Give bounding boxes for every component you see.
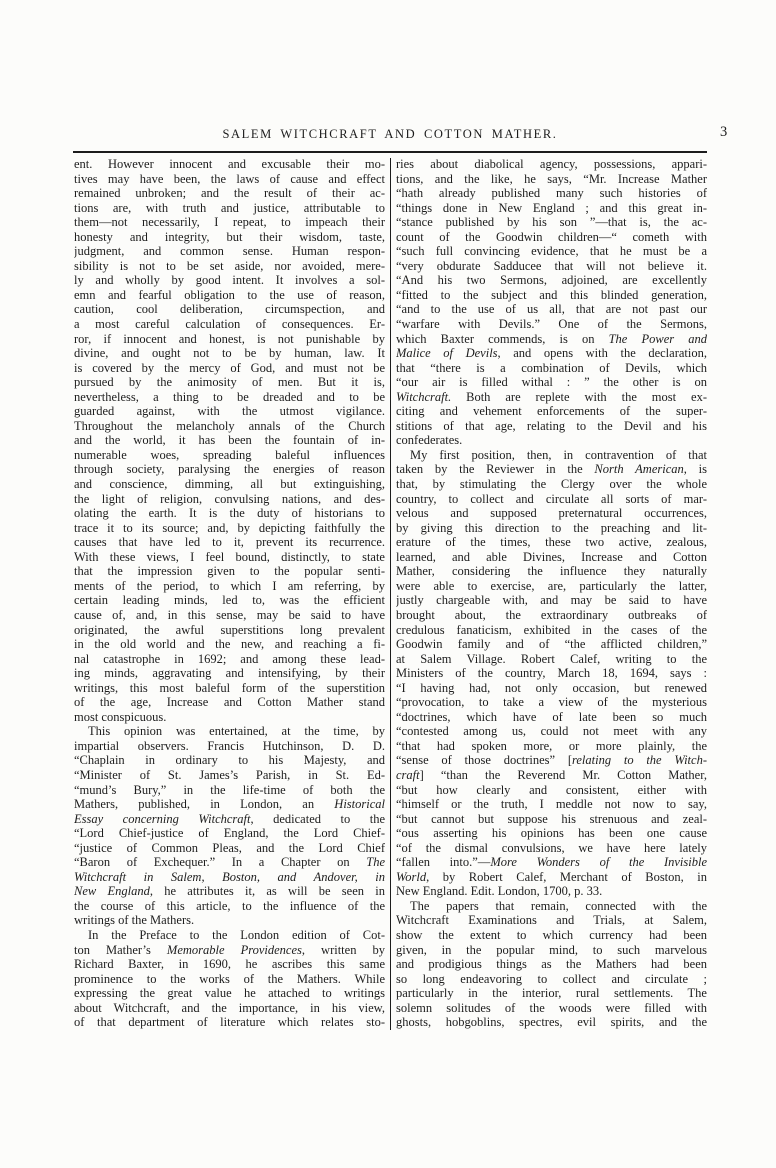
text-line: “fitted to the subject and this blinded generation, bbox=[396, 287, 707, 302]
text-line: of that department of literature which relates sto- bbox=[74, 1015, 385, 1030]
text-line: guarded against, with the utmost vigilance. bbox=[74, 404, 385, 419]
text-line: tions are, with truth and justice, attributable to bbox=[74, 200, 385, 215]
header-rule bbox=[73, 151, 707, 153]
text-line: The papers that remain, connected with the bbox=[410, 898, 707, 913]
text-line: brought about, the extraordinary outbreaks of bbox=[396, 607, 707, 622]
left-column bbox=[74, 157, 385, 1030]
text-line: most conspicuous. bbox=[74, 709, 167, 724]
text-line: that the impression given to the popular senti- bbox=[74, 564, 385, 579]
text-line: confederates. bbox=[396, 433, 463, 448]
text-line: through society, paralysing the energies of reason bbox=[74, 462, 385, 477]
text-line: impartial observers. Francis Hutchinson, D. D. bbox=[74, 738, 385, 753]
text-line: prominence to the works of the Mathers. While bbox=[74, 971, 385, 986]
text-line: ror, if innocent and honest, is not punishable by bbox=[74, 331, 385, 346]
page-number: 3 bbox=[720, 124, 728, 140]
text-line: This opinion was entertained, at the time, by bbox=[88, 724, 385, 739]
text-line: “very obdurate Sadducee that will not believe it. bbox=[396, 258, 707, 273]
text-line: Malice of Devils, and opens with the declaration, bbox=[396, 346, 707, 361]
text-line: that, by stimulating the Clergy over the whole bbox=[396, 477, 707, 492]
text-line: “provocation, to take a view of the mysterious bbox=[396, 695, 707, 710]
text-line: “Baron of Exchequer.” In a Chapter on The bbox=[74, 855, 385, 870]
text-line: “ous asserting his opinions has been one cause bbox=[396, 826, 707, 841]
text-line: velous and supposed preternatural occurrences, bbox=[396, 506, 707, 521]
text-columns bbox=[74, 157, 707, 1030]
text-line: about Witchcraft, and the importance, in his view, bbox=[74, 1000, 385, 1015]
text-line: Witchcraft Examinations and Trials, at Salem, bbox=[396, 913, 707, 928]
text-line: “things done in New England ; and this great in- bbox=[396, 200, 707, 215]
text-line: were able to exercise, are, particularly the latter, bbox=[396, 578, 707, 593]
text-line: remained unbroken; and the result of their ac- bbox=[74, 186, 385, 201]
text-line: tions, and the like, he says, “Mr. Increase Mather bbox=[396, 171, 707, 186]
text-line: so long endeavoring to collect and circulate ; bbox=[396, 971, 707, 986]
text-line: “sense of those doctrines” [relating to the Witch- bbox=[396, 753, 707, 768]
text-line: numerable woes, spreading baleful influences bbox=[74, 447, 385, 462]
text-line: “mund’s Bury,” in the life-time of both the bbox=[74, 782, 385, 797]
text-line: New England, he attributes it, as will be seen in bbox=[74, 884, 385, 899]
text-line: learned, and able Divines, Increase and Cotton bbox=[396, 549, 707, 564]
text-line: cause of, and, in this sense, may be said to have bbox=[74, 607, 385, 622]
text-line: Mathers, published, in London, an Historical bbox=[74, 797, 385, 812]
text-line: that “there is a combination of Devils, which bbox=[396, 360, 707, 375]
text-line: Richard Baxter, in 1690, he ascribes this same bbox=[74, 957, 385, 972]
text-line: “himself or the truth, I meddle not now to say, bbox=[396, 797, 707, 812]
text-line: ent. However innocent and excusable their mo- bbox=[74, 157, 385, 171]
text-line: ly and wholly by good intent. It involves a sol- bbox=[74, 273, 385, 288]
text-line: Ministers of the country, March 18, 1694, says : bbox=[396, 666, 707, 681]
text-line: New England. Edit. London, 1700, p. 33. bbox=[396, 884, 603, 899]
text-line: the course of this article, to the influence of the bbox=[74, 898, 385, 913]
text-line: “Chaplain in ordinary to his Majesty, and bbox=[74, 753, 385, 768]
text-line: nevertheless, a thing to be dreaded and to be bbox=[74, 389, 385, 404]
text-line: “warfare with Devils.” One of the Sermons, bbox=[396, 317, 707, 332]
text-line: count of the Goodwin children—“ cometh with bbox=[396, 229, 707, 244]
text-line: “contested among us, could not meet with any bbox=[396, 724, 707, 739]
text-line: emn and fearful obligation to the use of reason, bbox=[74, 287, 385, 302]
text-line: pursued by the animosity of men. But it is, bbox=[74, 375, 385, 390]
text-line: “such full convincing evidence, that he must be a bbox=[396, 244, 707, 259]
text-line: given, in the popular mind, to such marvelous bbox=[396, 942, 707, 957]
text-line: “that had spoken more, or more plainly, the bbox=[396, 738, 707, 753]
text-line: judgment, and common sense. Human respon- bbox=[74, 244, 385, 259]
text-line: taken by the Reviewer in the North American, is bbox=[396, 462, 707, 477]
text-line: craft] “than the Reverend Mr. Cotton Mather, bbox=[396, 767, 707, 782]
right-column bbox=[396, 157, 707, 1030]
text-line: at Salem Village. Robert Calef, writing to the bbox=[396, 651, 707, 666]
text-line: tives may have been, the laws of cause and effect bbox=[74, 171, 385, 186]
text-line: them—not necessarily, I repeat, to impeach their bbox=[74, 215, 385, 230]
text-line: nal catastrophe in 1692; and among these lead- bbox=[74, 651, 385, 666]
text-line: country, to collect and circulate all sorts of mar- bbox=[396, 491, 707, 506]
text-line: causes that have led to it, prevent its recurrence. bbox=[74, 535, 385, 550]
running-header-title: SALEM WITCHCRAFT AND COTTON MATHER. bbox=[222, 127, 558, 141]
text-line: is covered by the mercy of God, and must not be bbox=[74, 360, 385, 375]
text-line: ries about diabolical agency, possessions, appari- bbox=[396, 157, 707, 171]
text-line: trace it to its source; and, by depicting faithfully the bbox=[74, 520, 385, 535]
text-line: Witchcraft. Both are replete with the most ex- bbox=[396, 389, 707, 404]
text-line: writings of the Mathers. bbox=[74, 913, 195, 928]
text-line: “and to the use of us all, that are not past our bbox=[396, 302, 707, 317]
text-line: citing and vehement enforcements of the super- bbox=[396, 404, 707, 419]
text-line: “Lord Chief-justice of England, the Lord Chief- bbox=[74, 826, 385, 841]
text-line: the light of religion, convulsing nations, and des- bbox=[74, 491, 385, 506]
text-line: divine, and ought not to be by human, law. It bbox=[74, 346, 385, 361]
text-line: “Minister of St. James’s Parish, in St. Ed- bbox=[74, 767, 385, 782]
text-line: by giving this direction to the preaching and lit- bbox=[396, 520, 707, 535]
text-line: writings, this most baleful form of the superstition bbox=[74, 680, 385, 695]
text-line: In the Preface to the London edition of Cot- bbox=[88, 927, 385, 942]
text-line: and the world, it has been the fountain of in- bbox=[74, 433, 385, 448]
text-line: “fallen into.”—More Wonders of the Invisible bbox=[396, 855, 707, 870]
text-line: solemn solitudes of the woods were filled with bbox=[396, 1000, 707, 1015]
text-line: “I having had, not only occasion, but renewed bbox=[396, 680, 707, 695]
text-line: particularly in the interior, rural settlements. The bbox=[396, 986, 707, 1001]
text-line: “but cannot but suppose his strenuous and zeal- bbox=[396, 811, 707, 826]
text-line: “stance published by his son ”—that is, the ac- bbox=[396, 215, 707, 230]
text-line: erature of the times, these two active, zealous, bbox=[396, 535, 707, 550]
text-line: sibility is not to be set aside, nor avoided, mere- bbox=[74, 258, 385, 273]
text-line: ments of the period, to which I am referring, by bbox=[74, 578, 385, 593]
text-line: expressing the great value he attached to writings bbox=[74, 986, 385, 1001]
text-line: ton Mather’s Memorable Providences, written by bbox=[74, 942, 385, 957]
text-line: With these views, I feel bound, distinctly, to state bbox=[74, 549, 385, 564]
text-line: ing minds, aggravating and intensifying, by their bbox=[74, 666, 385, 681]
text-line: stitions of that age, relating to the Devil and his bbox=[396, 418, 707, 433]
text-line: Goodwin family and of “the afflicted children,” bbox=[396, 637, 707, 652]
text-line: “our air is filled withal : ” the other is on bbox=[396, 375, 707, 390]
text-line: in the old world and the new, and reaching a fi- bbox=[74, 637, 385, 652]
text-line: Throughout the melancholy annals of the Church bbox=[74, 418, 385, 433]
text-line: justly chargeable with, and may be said to have bbox=[396, 593, 707, 608]
text-line: “doctrines, which have of late been so much bbox=[396, 709, 707, 724]
text-line: Mather, considering the influence they naturally bbox=[396, 564, 707, 579]
text-line: and prodigious things as the Mathers had been bbox=[396, 957, 707, 972]
text-line: of the age, Increase and Cotton Mather stand bbox=[74, 695, 385, 710]
text-line: Essay concerning Witchcraft, dedicated to the bbox=[74, 811, 385, 826]
text-line: honesty and integrity, but their wisdom, taste, bbox=[74, 229, 385, 244]
text-line: show the extent to which currency had been bbox=[396, 927, 707, 942]
text-line: “but how clearly and consistent, either with bbox=[396, 782, 707, 797]
text-line: World, by Robert Calef, Merchant of Boston, in bbox=[396, 869, 707, 884]
text-line: “justice of Common Pleas, and the Lord Chief bbox=[74, 840, 385, 855]
text-line: Witchcraft in Salem, Boston, and Andover, in bbox=[74, 869, 385, 884]
text-line: and conscience, dimming, all but extinguishing, bbox=[74, 477, 385, 492]
text-line: “of the dismal convulsions, we have here lately bbox=[396, 840, 707, 855]
text-line: My first position, then, in contravention of that bbox=[410, 447, 707, 462]
text-line: “hath already published many such histories of bbox=[396, 186, 707, 201]
text-line: which Baxter commends, is on The Power and bbox=[396, 331, 707, 346]
text-line: ghosts, hobgoblins, spectres, evil spirits, and the bbox=[396, 1015, 707, 1030]
text-line: credulous fanaticism, exhibited in the cases of the bbox=[396, 622, 707, 637]
text-line: certain leading minds, led to, was the efficient bbox=[74, 593, 385, 608]
text-line: originated, the awful superstitions long prevalent bbox=[74, 622, 385, 637]
text-line: caution, cool deliberation, circumspection, and bbox=[74, 302, 385, 317]
text-line: olating the earth. It is the duty of historians to bbox=[74, 506, 385, 521]
column-divider-rule bbox=[390, 158, 391, 1030]
text-line: a most careful calculation of consequences. Er- bbox=[74, 317, 385, 332]
text-line: “And his two Sermons, adjoined, are excellently bbox=[396, 273, 707, 288]
